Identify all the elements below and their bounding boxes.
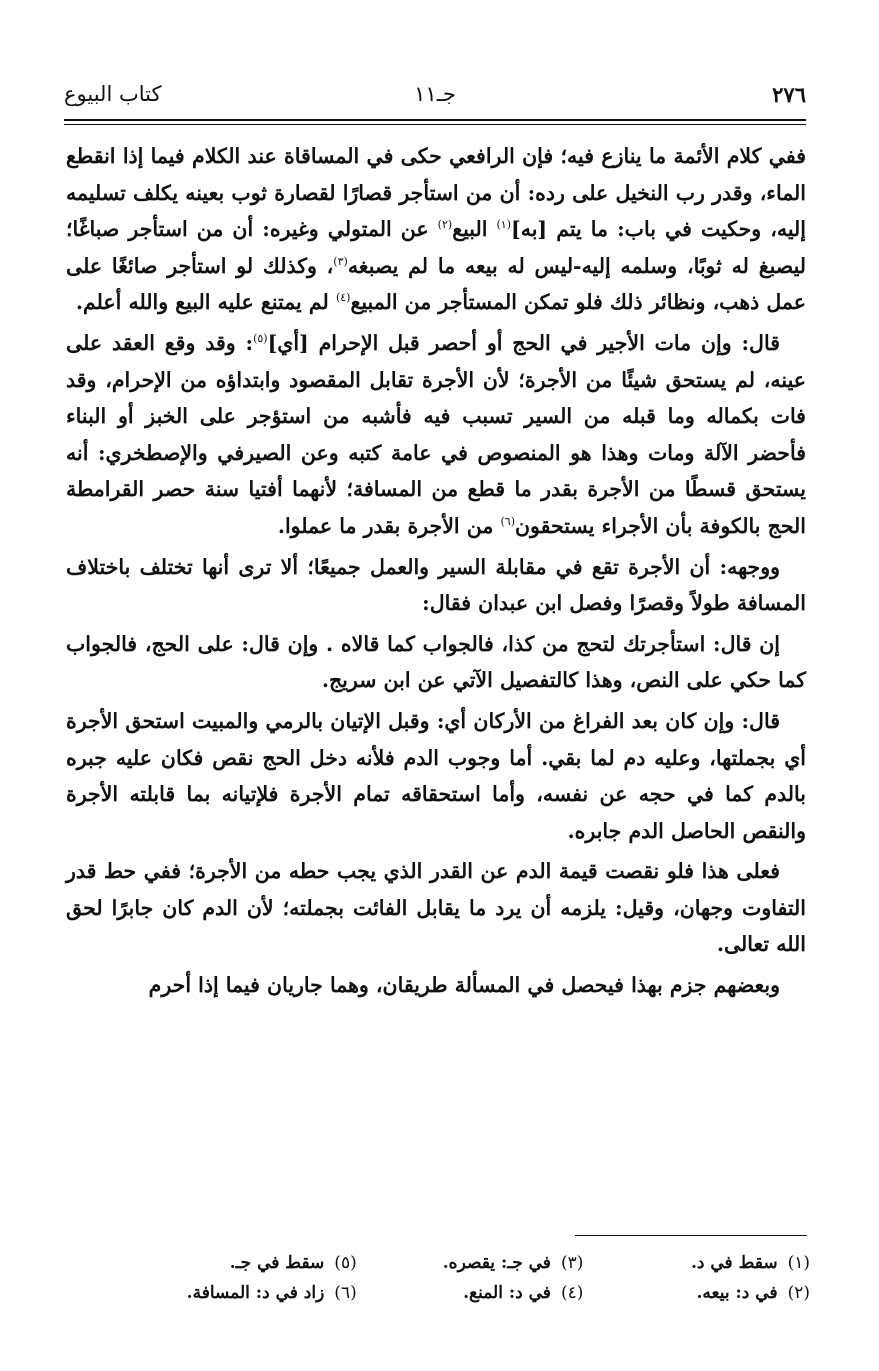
paragraph — [66, 325, 806, 545]
footnotes — [130, 1248, 810, 1308]
footnote-text: سقط في د. — [690, 1253, 778, 1273]
text-run: قال: وإن مات الأجير في الحج أو أحصر قبل الإحرام [أي] — [267, 330, 780, 355]
text-run: وبعضهم جزم بهذا فيحصل في المسألة طريقان، وهما جاريان فيما إذا أحرم — [148, 973, 780, 998]
text-run: ، وكذلك لو استأجر صائغًا على عمل ذهب، ونظائر ذلك فلو تمكن المستأجر من المبيع — [66, 253, 806, 315]
footnote-text: في د: المنع. — [463, 1283, 551, 1303]
page-number: ٢٧٦ — [772, 82, 806, 107]
footnote-text: في جـ: يقصره. — [442, 1253, 551, 1273]
text-run: ففي كلام الأئمة ما ينازع فيه؛ فإن الرافعي حكى في المساقاة عند الكلام فيما إذا انقطع الماء، وقدر رب النخيل على رده: أن من استأجر قصارًا لقصارة ثوب بعينه يكلف تسليمه إليه، وحكيت في باب: ما يتم [به] — [66, 144, 806, 242]
footnote-text: سقط في جـ. — [229, 1253, 325, 1273]
paragraph — [66, 626, 806, 699]
volume-label: جـ١١ — [414, 82, 456, 106]
footnote-ref: (٦) — [500, 515, 515, 529]
footnote-separator — [575, 1235, 807, 1236]
footnote — [583, 1278, 810, 1308]
footnote-row — [130, 1278, 810, 1308]
footnote-ref: (٢) — [437, 218, 453, 232]
page-header — [64, 78, 806, 118]
header-rule-thin — [64, 124, 806, 125]
book-title: كتاب البيوع — [64, 82, 162, 106]
footnote — [357, 1278, 584, 1308]
text-run: لم يمتنع عليه البيع والله أعلم. — [75, 290, 336, 315]
footnote-number: (١) — [787, 1253, 810, 1273]
text-run: البيع — [452, 217, 497, 242]
paragraph — [66, 549, 806, 622]
text-run: فعلى هذا فلو نقصت قيمة الدم عن القدر الذي يجب حطه من الأجرة؛ ففي حط قدر التفاوت وجهان، وقيل: يلزمه أن يرد ما يقابل الفائت بجملته؛ لأن الدم كان جابرًا لحق الله تعالى. — [66, 859, 806, 957]
footnote-number: (٢) — [787, 1283, 810, 1303]
text-run: قال: وإن كان بعد الفراغ من الأركان أي: وقبل الإتيان بالرمي والمبيت استحق الأجرة أي بجملتها، وعليه دم لما بقي. أما وجوب الدم فلأنه دخل الحج نقص فكان عليه جبره بالدم كما في حجه عن نفسه، وأما استحقاقه تمام الأجرة فلإتيانه بما قابلته الأجرة والنقص الحاصل الدم جابره. — [66, 708, 806, 843]
paragraph — [66, 853, 806, 963]
footnote-number: (٥) — [334, 1253, 357, 1273]
footnote-text: في د: بيعه. — [696, 1283, 778, 1303]
text-run: إن قال: استأجرتك لتحج من كذا، فالجواب كما قالاه . وإن قال: على الحج، فالجواب كما حكي على النص، وهذا كالتفصيل الآتي عن ابن سريج. — [66, 631, 806, 693]
text-run: ووجهه: أن الأجرة تقع في مقابلة السير والعمل جميعًا؛ ألا ترى أنها تختلف باختلاف المسافة طولاً وقصرًا وفصل ابن عبدان فقال: — [66, 554, 806, 616]
paragraph — [66, 703, 806, 849]
paragraph — [66, 967, 806, 1004]
footnote-number: (٤) — [560, 1283, 584, 1303]
footnote-ref: (٤) — [335, 291, 351, 305]
footnote-text: زاد في د: المسافة. — [186, 1283, 325, 1303]
footnote-number: (٣) — [560, 1253, 584, 1273]
footnote-row — [130, 1248, 810, 1278]
footnote-number: (٦) — [334, 1283, 357, 1303]
footnote-ref: (٣) — [333, 254, 348, 268]
footnote-ref: (١) — [496, 218, 512, 232]
text-run: من الأجرة بقدر ما عملوا. — [277, 513, 501, 538]
header-rule-thick — [64, 119, 806, 121]
paragraph — [66, 138, 806, 321]
text-run: : وقد وقع العقد على عينه، لم يستحق شيئًا من الأجرة؛ لأن الأجرة تقابل المقصود وابتداؤه من الإحرام، وقد فات بكماله وما قبله من السير تسبب فيه فأشبه من استؤجر على الخبز أو البناء فأحضر الآلة ومات وهذا هو المنصوص في عامة كتبه وعن الصيرفي والإصطخري: أنه يستحق قسطًا من الأجرة بقدر ما قطع من المسافة؛ لأنهما أفتيا سنة حصر القرامطة الحج بالكوفة بأن الأجراء يستحقون — [66, 330, 806, 538]
footnote — [130, 1278, 357, 1308]
text-run: عن المتولي وغيره: أن من استأجر صباغًا؛ ليصبغ له ثوبًا، وسلمه إليه-ليس له بيعه ما لم يصبغه — [66, 217, 807, 278]
footnote — [130, 1248, 357, 1278]
body-text — [66, 138, 806, 1008]
footnote — [357, 1248, 584, 1278]
footnote — [583, 1248, 810, 1278]
footnote-ref: (٥) — [253, 332, 268, 346]
